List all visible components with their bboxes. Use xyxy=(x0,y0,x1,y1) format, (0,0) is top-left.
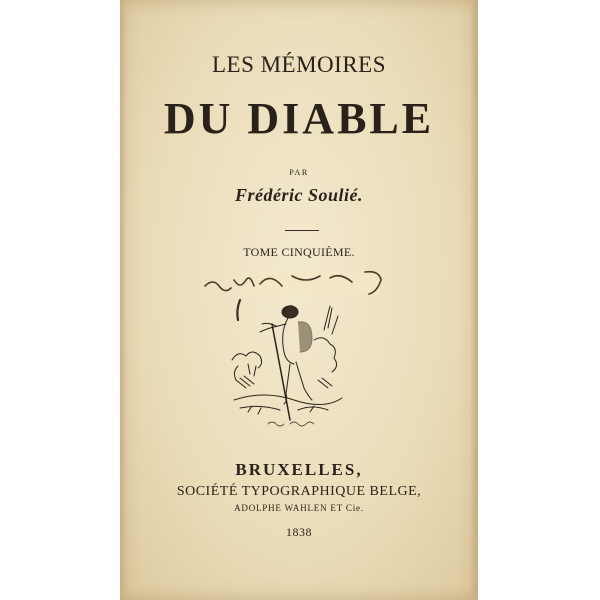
printer-name: ADOLPHE WAHLEN ET Cie. xyxy=(234,503,364,513)
publication-year: 1838 xyxy=(286,525,312,539)
publisher-name: SOCIÉTÉ TYPOGRAPHIQUE BELGE, xyxy=(176,484,422,499)
title-line-1: LES MÉMOIRES xyxy=(211,52,387,77)
divider-rule xyxy=(285,230,319,231)
traveler-engraving xyxy=(228,300,343,430)
city-name: BRUXELLES, xyxy=(235,460,363,479)
volume-label: TOME CINQUIÈME. xyxy=(243,245,355,259)
title-line-2: DU DIABLE xyxy=(163,94,435,143)
author-name: Frédéric Soulié. xyxy=(235,185,363,205)
by-label: PAR xyxy=(289,168,309,177)
